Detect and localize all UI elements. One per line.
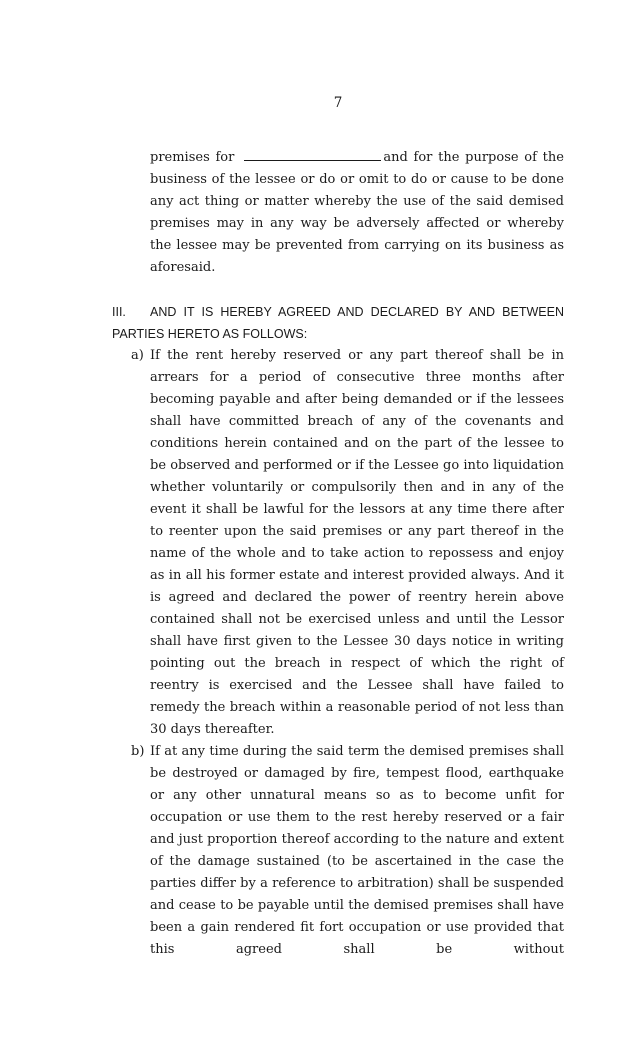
section-heading-line2: PARTIES HERETO AS FOLLOWS: (112, 327, 308, 341)
paragraph-gap (112, 279, 564, 301)
list-item-a-text: If the rent hereby reserved or any part thereof shall be in arrears for a period of consecutive three months after becoming payable and after being demanded or if the lessees shall have committed breach of any of the covenants and conditions herein contained and on the part of the lessee to be observed and performed or if the Lessee go into liquidation whether voluntarily or compulsorily then and in any of the event it shall be lawful for the lessors at any time there after to reenter upon the said premises or any part thereof in the name of the whole and to take action to repossess and enjoy as in all his former estate and interest provided always. And it is agreed and declared the power of reentry herein above contained shall not be exercised unless and until the Lessor shall have first given to the Lessee 30 days notice in writing pointing out the breach in respect of which the right of reentry is exercised and the Lessee shall have failed to remedy the breach within a reasonable period of not less than 30 days thereafter. (150, 348, 564, 737)
list-marker-b: b) (131, 744, 145, 759)
section-heading-line1 (112, 301, 564, 323)
list-item-b (131, 741, 564, 961)
list-item-a (131, 345, 564, 741)
intro-rest: and for the purpose of the business of the lessee or do or omit to do or cause to be done any act thing or matter whereby the use of the said demised premises may in any way be adversely affected or whereby the lessee may be prevented from carrying on its business as aforesaid. (150, 150, 564, 275)
section-heading (112, 301, 564, 345)
page-number: 7 (333, 95, 343, 111)
intro-paragraph (150, 147, 564, 279)
document-body (112, 147, 564, 961)
section-numeral: III. (112, 305, 126, 319)
section-heading-text: AND IT IS HEREBY AGREED AND DECLARED BY AND BETWEEN (150, 305, 564, 319)
list-marker-a: a) (131, 348, 144, 363)
blank-line (244, 148, 381, 161)
intro-lead: premises for (150, 150, 235, 165)
list-item-b-text: If at any time during the said term the demised premises shall be destroyed or damaged by fire, tempest flood, earthquake or any other unnatural means so as to become unfit for occupation or use them to the rest hereby reserved or a fair and just proportion thereof according to the nature and extent of the damage sustained (to be ascertained in the case the parties differ by a reference to arbitration) shall be suspended and cease to be payable until the demised premises shall have been a gain rendered fit fort occupation or use provided that this agreed shall be without (150, 744, 564, 957)
